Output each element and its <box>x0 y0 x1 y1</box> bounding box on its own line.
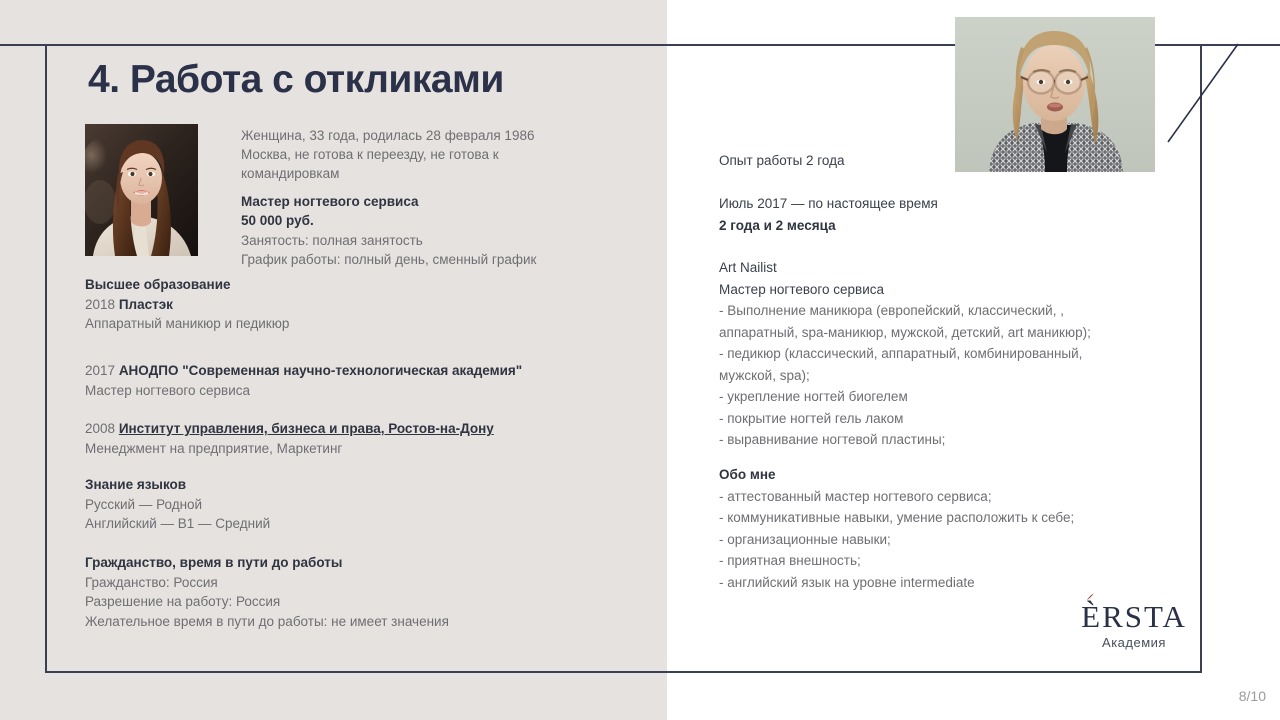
education-entry-2-specialty: Менеджмент на предприятие, Маркетинг <box>85 440 343 456</box>
candidate-employment: Занятость: полная занятость <box>241 233 423 248</box>
education-entry-0-specialty: Аппаратный маникюр и педикюр <box>85 316 290 331</box>
ersta-logo-subtitle: Академия <box>1102 635 1166 650</box>
education-section <box>85 275 289 334</box>
education-entry-2 <box>85 419 494 458</box>
candidate-photo <box>85 124 198 256</box>
experience-period: Июль 2017 — по настоящее время <box>719 196 938 211</box>
about-item-2: - организационные навыки; <box>719 531 891 547</box>
education-heading: Высшее образование <box>85 277 231 292</box>
education-entry-2-institution: Институт управления, бизнеса и права, Ростов-на-Дону <box>118 421 494 436</box>
education-entry-0-year: 2018 <box>85 296 116 312</box>
candidate-schedule: График работы: полный день, сменный график <box>241 252 537 267</box>
experience-period-block <box>719 193 938 236</box>
ersta-logo-accent-icon <box>1086 593 1095 602</box>
experience-heading-block <box>719 150 845 172</box>
education-entry-1-institution: АНОДПО "Современная научно-технологическая академия" <box>118 363 523 378</box>
experience-duty-2: - педикюр (классический, аппаратный, комбинированный, <box>719 346 1083 361</box>
about-item-1: - коммуникативные навыки, умение расположить к себе; <box>719 510 1075 525</box>
education-entry-0-institution: Пластэк <box>118 296 173 312</box>
experience-duty-4: - укрепление ногтей биогелем <box>719 389 908 404</box>
candidate-position: Мастер ногтевого сервиса <box>241 194 419 209</box>
about-heading: Обо мне <box>719 467 776 482</box>
about-item-4: - английский язык на уровне intermediate <box>719 574 975 590</box>
citizenship-section <box>85 553 449 631</box>
about-section <box>719 464 1074 593</box>
slide-frame-bottom-border <box>45 671 1202 673</box>
webcam-video-overlay[interactable] <box>955 17 1155 172</box>
candidate-summary-line-1: Женщина, 33 года, родилась 28 февраля 1986 <box>241 128 535 143</box>
experience-heading: Опыт работы 2 года <box>719 153 845 168</box>
language-item-0: Русский — Родной <box>85 496 203 512</box>
candidate-summary-line-2: Москва, не готова к переезду, не готова к <box>241 147 499 162</box>
ersta-logo-text: ÈRSTA <box>1081 599 1187 634</box>
citizenship-item-0: Гражданство: Россия <box>85 574 218 590</box>
education-entry-2-year: 2008 <box>85 421 116 436</box>
experience-company: Art Nailist <box>719 260 777 275</box>
education-entry-1 <box>85 361 522 400</box>
experience-duty-5: - покрытие ногтей гель лаком <box>719 410 904 426</box>
experience-duration: 2 года и 2 месяца <box>719 217 836 233</box>
experience-duty-1: аппаратный, spa-маникюр, мужской, детский, art маникюр); <box>719 324 1091 340</box>
citizenship-item-2: Желательное время в пути до работы: не имеет значения <box>85 613 449 629</box>
about-item-0: - аттестованный мастер ногтевого сервиса; <box>719 488 992 504</box>
candidate-salary: 50 000 руб. <box>241 213 314 228</box>
citizenship-item-1: Разрешение на работу: Россия <box>85 594 281 609</box>
slide-frame-right-border <box>1200 44 1202 673</box>
citizenship-heading: Гражданство, время в пути до работы <box>85 555 343 570</box>
language-item-1: Английский — B1 — Средний <box>85 516 271 531</box>
education-entry-1-specialty: Мастер ногтевого сервиса <box>85 382 251 398</box>
education-entry-1-year: 2017 <box>85 363 116 378</box>
experience-role: Мастер ногтевого сервиса <box>719 281 885 297</box>
page-title: 4. Работа с откликами <box>88 58 504 101</box>
ersta-logo <box>1064 600 1204 650</box>
experience-duty-6: - выравнивание ногтевой пластины; <box>719 432 946 447</box>
languages-section <box>85 475 270 534</box>
experience-duty-0: - Выполнение маникюра (европейский, классический, , <box>719 303 1064 318</box>
about-item-3: - приятная внешность; <box>719 553 861 568</box>
page-number-indicator: 8/10 <box>1238 688 1266 704</box>
experience-employer-block <box>719 257 1091 451</box>
experience-duty-3: мужской, spa); <box>719 367 810 383</box>
ersta-logo-wordmark <box>1081 600 1187 634</box>
slide-frame-left-border <box>45 44 47 673</box>
education-entry-2-line <box>85 419 494 439</box>
education-entry-1-line <box>85 361 522 381</box>
education-entry-0-line <box>85 295 289 315</box>
candidate-summary-line-3: командировкам <box>241 166 340 181</box>
languages-heading: Знание языков <box>85 477 187 492</box>
